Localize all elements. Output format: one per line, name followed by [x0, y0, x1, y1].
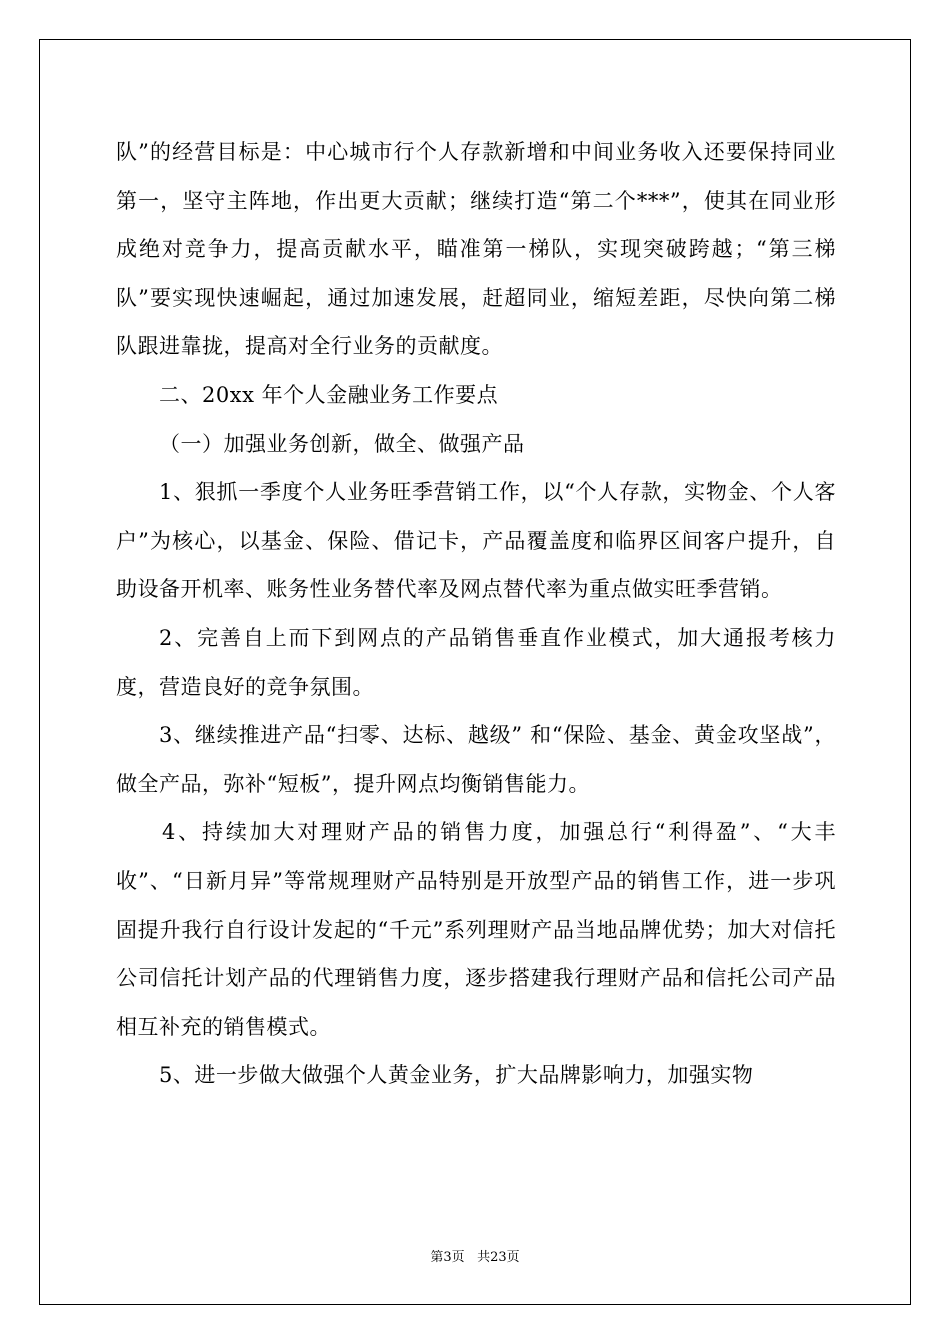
document-body	[116, 128, 836, 1100]
page-total: 共23页	[477, 1250, 520, 1265]
paragraph-continuation: 队”的经营目标是：中心城市行个人存款新增和中间业务收入还要保持同业第一，坚守主阵地，作出更大贡献；继续打造“第二个***”，使其在同业形成绝对竞争力，提高贡献水平，瞄准第一梯队，实现突破跨越；“第三梯队”要实现快速崛起，通过加速发展，赶超同业，缩短差距，尽快向第二梯队跟进靠拢，提高对全行业务的贡献度。	[116, 140, 836, 359]
subsection-heading: （一）加强业务创新，做全、做强产品	[159, 431, 525, 456]
page-number: 第3页	[430, 1250, 465, 1265]
list-item-4: 4、持续加大对理财产品的销售力度，加强总行“利得盈”、“大丰收”、“日新月异”等常规理财产品特别是开放型产品的销售工作，进一步巩固提升我行自行设计发起的“千元”系列理财产品当地品牌优势；加大对信托公司信托计划产品的代理销售力度，逐步搭建我行理财产品和信托公司产品相互补充的销售模式。	[116, 820, 836, 1039]
section-heading: 二、20xx 年个人金融业务工作要点	[159, 382, 499, 407]
list-item-5: 5、进一步做大做强个人黄金业务，扩大品牌影响力，加强实物	[159, 1063, 754, 1088]
list-item-2: 2、完善自上而下到网点的产品销售垂直作业模式，加大通报考核力度，营造良好的竞争氛围。	[116, 625, 836, 699]
list-item-3: 3、继续推进产品“扫零、达标、越级” 和“保险、基金、黄金攻坚战”，做全产品，弥补“短板”，提升网点均衡销售能力。	[116, 723, 836, 796]
page-footer	[0, 1250, 950, 1266]
list-item-1: 1、狠抓一季度个人业务旺季营销工作，以“个人存款，实物金、个人客户”为核心，以基金、保险、借记卡，产品覆盖度和临界区间客户提升，自助设备开机率、账务性业务替代率及网点替代率为重点做实旺季营销。	[116, 480, 836, 602]
